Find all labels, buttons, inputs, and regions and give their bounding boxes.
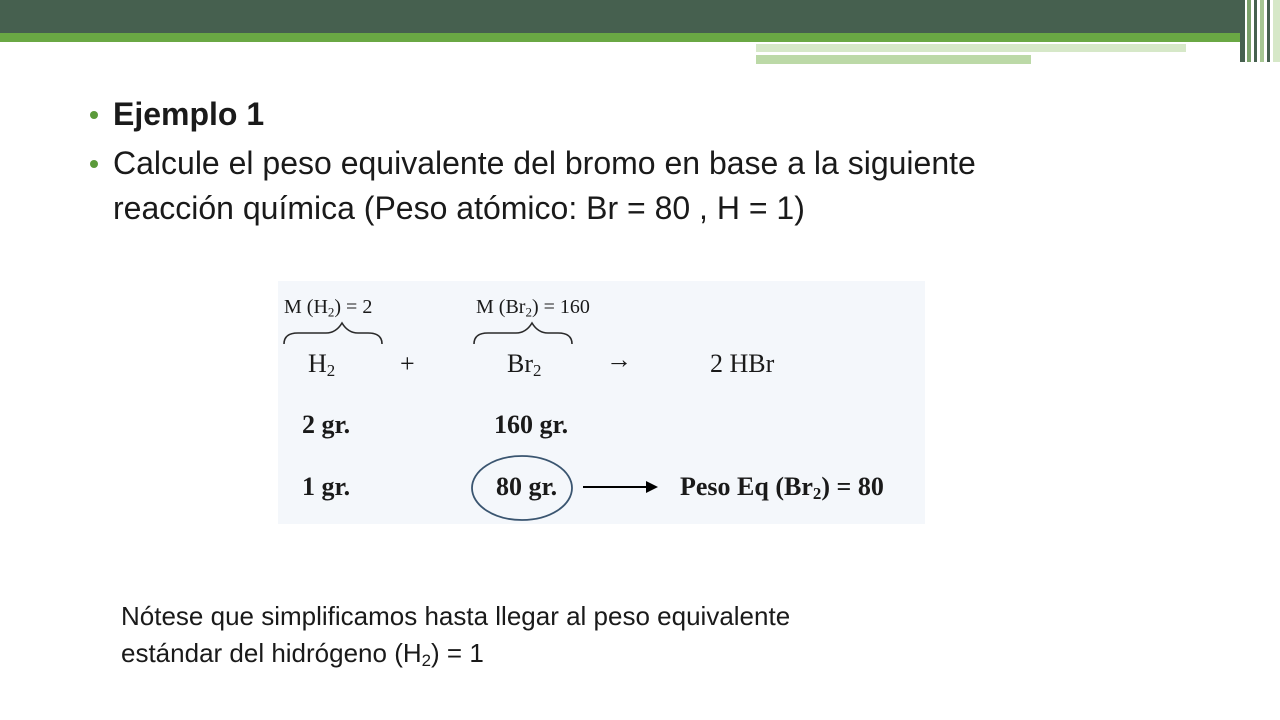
label-molar-mass-br2: M $(Br_2) = 160$ <box>476 296 590 320</box>
note-line-1: Nótese que simplificamos hasta llegar al peso equivalente <box>121 601 791 631</box>
reactant-br2: $Br_2$ <box>507 349 542 381</box>
row2-h2-mass: 2 gr. <box>302 410 351 439</box>
header-right-stripes <box>1240 0 1280 62</box>
reactant-h2: $H_2$ <box>308 349 336 381</box>
product-hbr: 2 HBr <box>710 349 775 378</box>
bullet-list <box>90 92 1200 231</box>
problem-line-2: reacción química (Peso atómico: Br = 80 , H = 1) <box>113 190 805 226</box>
problem-line-1: Calcule el peso equivalente del bromo en base a la siguiente <box>113 145 976 181</box>
row2-br2-mass: 160 gr. <box>494 410 569 439</box>
header-bar-green <box>0 33 1240 42</box>
note-line-2: estándar del hidrógeno $(H_2) = 1$ <box>121 638 484 671</box>
brace-h2 <box>284 323 382 344</box>
note-text <box>121 598 1021 672</box>
result-equivalent-weight: Peso Eq $(Br_2) = 80$ <box>680 472 884 504</box>
plus-sign: + <box>400 349 415 378</box>
brace-br2 <box>474 323 572 344</box>
header-bar-dark <box>0 0 1240 33</box>
label-molar-mass-h2: M $(H_2) = 2$ <box>284 296 373 320</box>
row3-br2-mass: 80 gr. <box>496 472 558 501</box>
header-accent-light-2 <box>756 55 1031 64</box>
row3-h2-mass: 1 gr. <box>302 472 351 501</box>
equation-image <box>278 281 925 524</box>
result-arrow-head <box>646 481 658 493</box>
bullet-problem <box>90 141 1200 231</box>
reaction-arrow: → <box>606 345 632 374</box>
bullet-title-text: Ejemplo 1 <box>113 96 265 132</box>
header-accent-light <box>756 44 1186 52</box>
bullet-title <box>90 92 1200 137</box>
